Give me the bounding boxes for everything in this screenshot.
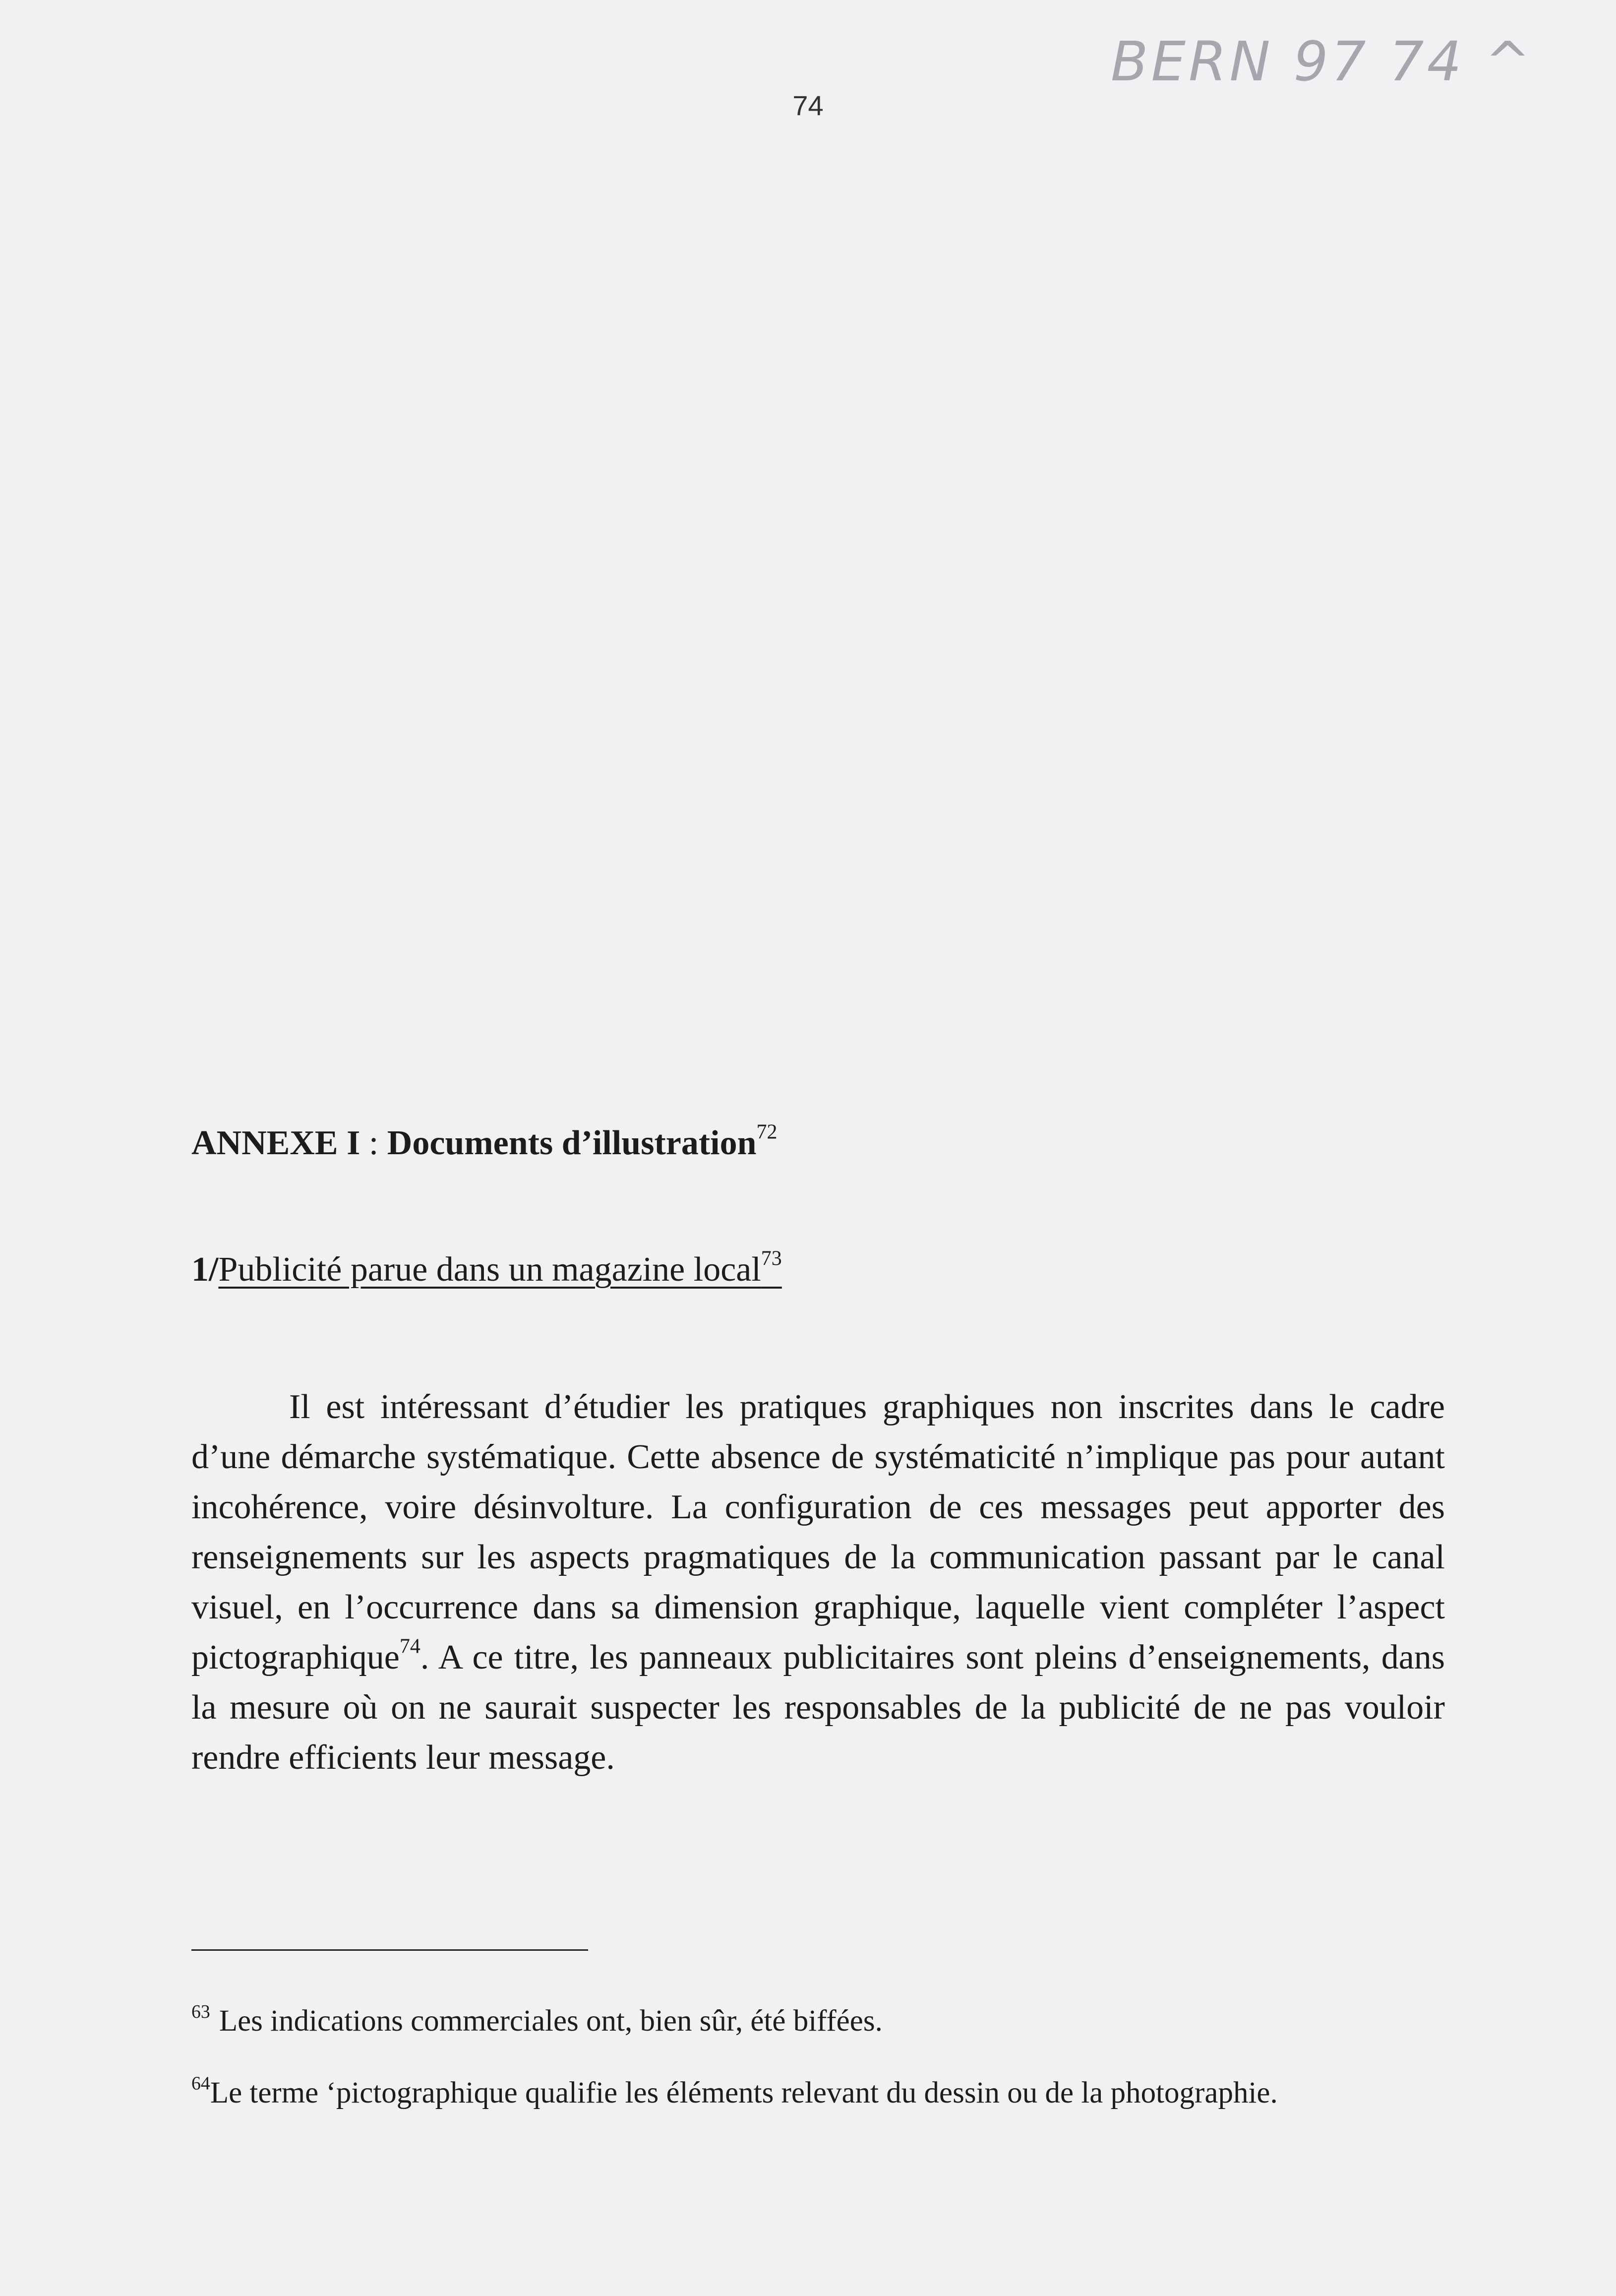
section-title-text: Publicité parue dans un magazine local	[218, 1250, 761, 1289]
annexe-title: Documents d’illustration	[387, 1124, 757, 1162]
footnote-text: Le terme ‘pictographique qualifie les éléments relevant du dessin ou de la photographie.	[210, 2076, 1278, 2110]
footnote	[191, 2001, 883, 2039]
page-number: 74	[792, 90, 824, 121]
annexe-heading	[191, 1120, 778, 1163]
body-text-part1: Il est intéressant d’étudier les pratiques graphiques non inscrites dans le cadre d’une démarche systématique. Cette absence de systématicité n’implique pas pour autant incohérence, voire désinvolture. La configuration de ces messages peut apporter des renseignements sur les aspects pragmatiques de la communication passant par le canal visuel, en l’occurrence dans sa dimension graphique, laquelle vient compléter l’aspect pictographique	[191, 1388, 1445, 1676]
annexe-separator: :	[360, 1124, 387, 1162]
section-heading	[191, 1247, 782, 1290]
handwritten-annotation: BERN 97 74 ^	[1111, 30, 1534, 93]
footnote-separator	[191, 1949, 588, 1951]
footnote-marker: 64	[191, 2073, 210, 2094]
footnote	[191, 2073, 1278, 2110]
annexe-label: ANNEXE I	[191, 1124, 360, 1162]
footnote-text: Les indications commerciales ont, bien sûr, été biffées.	[219, 2004, 883, 2038]
body-text-part2: . A ce titre, les panneaux publicitaires sont pleins d’enseignements, dans la mesure où on ne saurait suspecter les responsables de la publicité de ne pas vouloir rendre efficients leur message.	[191, 1638, 1445, 1777]
section-title	[218, 1247, 782, 1289]
body-paragraph	[191, 1382, 1445, 1783]
footnote-marker: 63	[191, 2001, 210, 2022]
annexe-note-ref: 72	[756, 1120, 778, 1144]
section-note-ref: 73	[761, 1247, 782, 1270]
body-note-ref: 74	[399, 1635, 420, 1658]
section-number: 1/	[191, 1250, 219, 1289]
